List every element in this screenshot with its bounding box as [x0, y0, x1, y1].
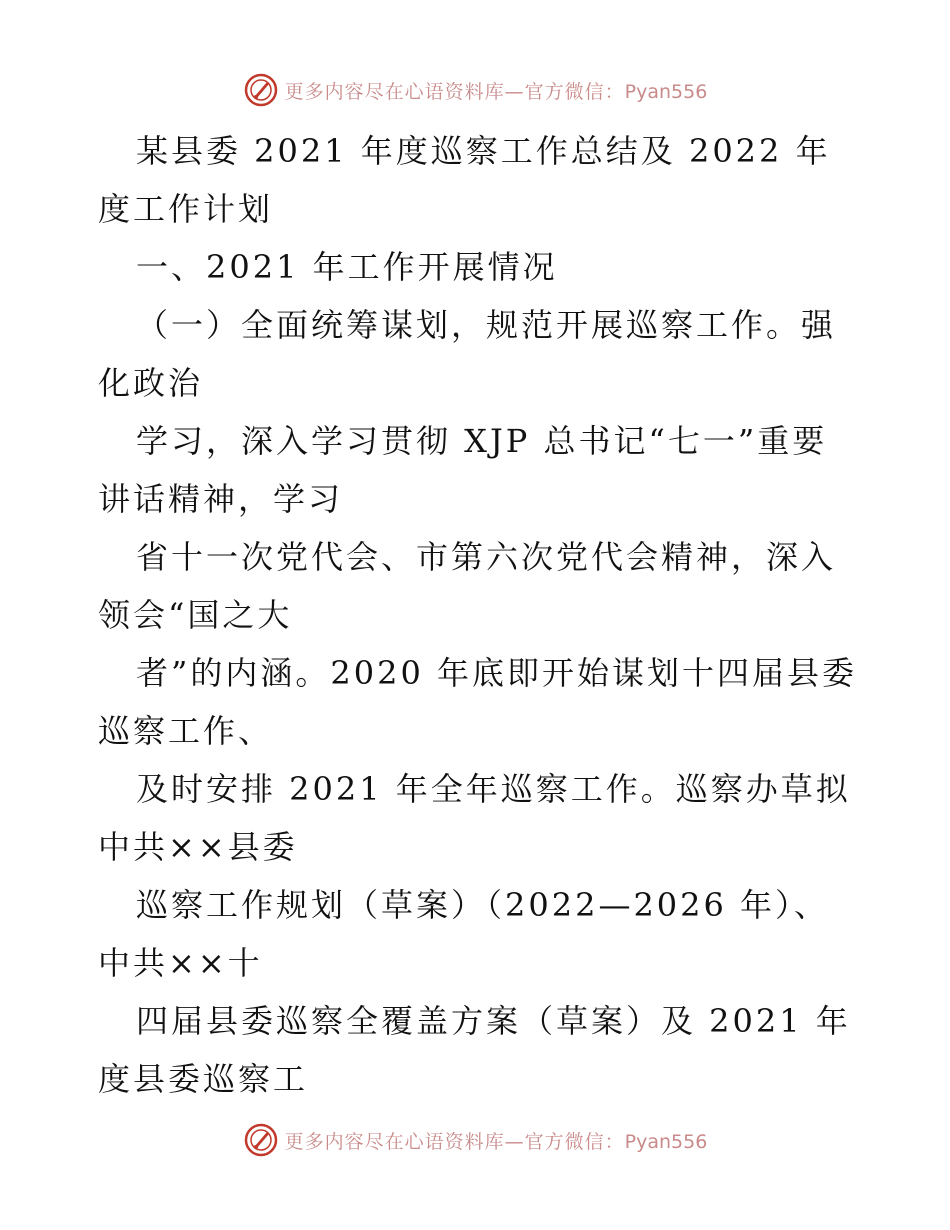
watermark-wechat-id: Pyan556 — [624, 80, 708, 103]
document-body — [98, 122, 858, 1108]
paragraph: 省十一次党代会、市第六次党代会精神，深入领会“国之大 — [98, 538, 837, 634]
brand-logo-icon — [243, 72, 279, 108]
watermark-footer — [0, 1120, 950, 1160]
brand-logo-icon — [243, 1122, 279, 1158]
paragraph: 及时安排 2021 年全年巡察工作。巡察办草拟中共××县委 — [98, 770, 851, 866]
watermark-label: 更多内容尽在心语资料库—官方微信： — [284, 1130, 625, 1153]
paragraph: （一）全面统筹谋划，规范开展巡察工作。强化政治 — [98, 306, 837, 402]
paragraph: 学习，深入学习贯彻 XJP 总书记“七一”重要讲话精神，学习 — [98, 422, 828, 518]
watermark-header — [0, 70, 950, 110]
paragraph: 者”的内涵。2020 年底即开始谋划十四届县委巡察工作、 — [98, 654, 857, 750]
section-heading: 一、2021 年工作开展情况 — [136, 248, 558, 286]
paragraph: 四届县委巡察全覆盖方案（草案）及 2021 年度县委巡察工 — [98, 1002, 851, 1098]
watermark-wechat-id: Pyan556 — [624, 1130, 708, 1153]
document-title: 某县委 2021 年度巡察工作总结及 2022 年度工作计划 — [98, 132, 831, 228]
watermark-text — [285, 77, 708, 104]
paragraph: 巡察工作规划（草案）（2022—2026 年）、中共××十 — [98, 886, 830, 982]
watermark-text — [285, 1127, 708, 1154]
watermark-label: 更多内容尽在心语资料库—官方微信： — [284, 80, 625, 103]
